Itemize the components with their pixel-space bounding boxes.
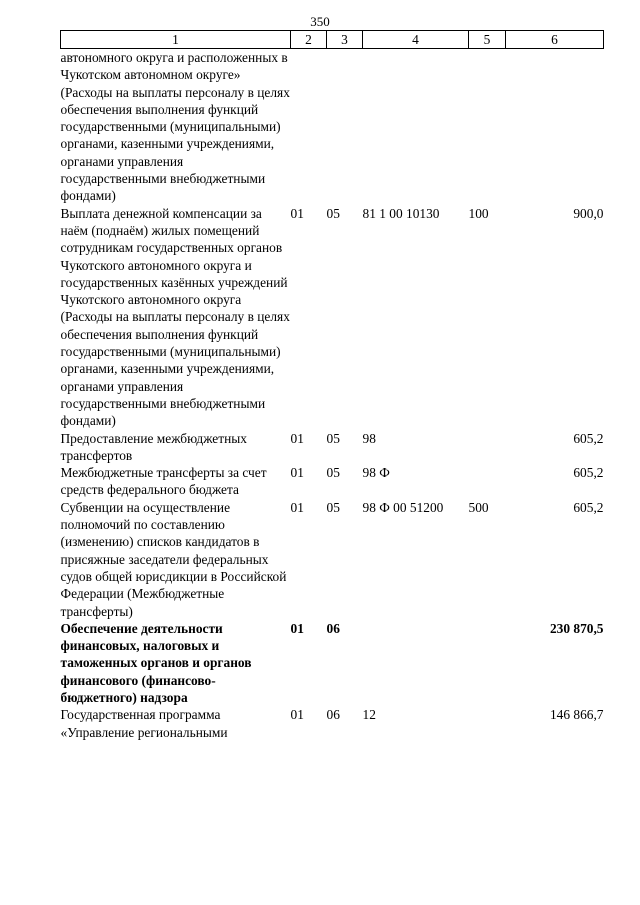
row-target-article <box>363 620 469 706</box>
row-amount: 146 866,7 <box>549 707 604 723</box>
row-name: Государственная программа «Управление региональными <box>60 707 228 740</box>
table-row <box>61 706 604 741</box>
row-target-article: 12 <box>362 707 376 723</box>
table-row <box>61 430 604 465</box>
row-section <box>291 49 327 205</box>
budget-table <box>60 30 604 741</box>
row-amount <box>506 49 604 205</box>
table-row <box>61 205 604 430</box>
row-target-article: 81 1 00 10130 <box>362 205 440 221</box>
row-subsection: 05 <box>326 499 340 515</box>
row-expense-type <box>469 620 506 706</box>
column-header-target-article: 4 <box>363 31 469 49</box>
row-amount: 605,2 <box>573 499 604 515</box>
table-row <box>61 49 604 205</box>
page-number: 350 <box>310 14 330 29</box>
row-section: 01 <box>290 430 304 446</box>
row-name: автономного округа и расположенных в Чукотском автономном округе» (Расходы на выплаты персоналу в целях обеспечения выполнения функций государственными (муниципальными) органами, казенными учреждениями, органами управления государственными внебюджетными фондами) <box>60 50 290 204</box>
row-name: Субвенции на осуществление полномочий по составлению (изменению) списков кандидатов в присяжные заседатели федеральных судов общей юрисдикции в Российской Федерации (Межбюджетные трансферты) <box>60 499 287 619</box>
table-body <box>61 49 604 741</box>
row-section: 01 <box>290 620 304 636</box>
row-amount: 605,2 <box>573 430 604 446</box>
row-expense-type <box>469 464 506 499</box>
row-expense-type: 100 <box>468 205 489 221</box>
row-expense-type: 500 <box>468 499 489 515</box>
row-subsection: 06 <box>326 707 340 723</box>
column-header-subsection: 3 <box>327 31 363 49</box>
row-amount: 605,2 <box>573 465 604 481</box>
row-subsection: 05 <box>326 205 340 221</box>
column-header-expense-type: 5 <box>469 31 506 49</box>
row-subsection: 05 <box>326 430 340 446</box>
row-name: Выплата денежной компенсации за наём (поднаём) жилых помещений сотрудникам государственных органов Чукотского автономного округа и государственных казённых учреждений Чукотского автономного округа (Расходы на выплаты персоналу в целях обеспечения выполнения функций государственными (муниципальными) органами, казенными учреждениями, органами управления государственными внебюджетными фондами) <box>60 205 290 429</box>
row-expense-type <box>469 430 506 465</box>
column-header-amount: 6 <box>506 31 604 49</box>
row-target-article <box>363 49 469 205</box>
row-section: 01 <box>290 465 304 481</box>
row-expense-type <box>469 706 506 741</box>
row-name: Предоставление межбюджетных трансфертов <box>60 430 247 463</box>
row-section: 01 <box>290 499 304 515</box>
header-row <box>61 31 604 49</box>
row-name: Обеспечение деятельности финансовых, налоговых и таможенных органов и органов финансового (финансово-бюджетного) надзора <box>60 620 252 705</box>
row-subsection <box>327 49 363 205</box>
column-header-name: 1 <box>61 31 291 49</box>
table-row <box>61 620 604 706</box>
row-target-article: 98 Ф <box>362 465 390 481</box>
table-header <box>61 31 604 49</box>
row-subsection: 06 <box>326 620 340 636</box>
row-expense-type <box>469 49 506 205</box>
row-amount: 230 870,5 <box>549 620 604 636</box>
row-section: 01 <box>290 707 304 723</box>
row-target-article: 98 <box>362 430 376 446</box>
table-row <box>61 464 604 499</box>
table-row <box>61 499 604 620</box>
row-subsection: 05 <box>326 465 340 481</box>
column-header-section: 2 <box>291 31 327 49</box>
row-section: 01 <box>290 205 304 221</box>
row-amount: 900,0 <box>573 205 604 221</box>
row-target-article: 98 Ф 00 51200 <box>362 499 444 515</box>
row-name: Межбюджетные трансферты за счет средств федерального бюджета <box>60 465 267 498</box>
